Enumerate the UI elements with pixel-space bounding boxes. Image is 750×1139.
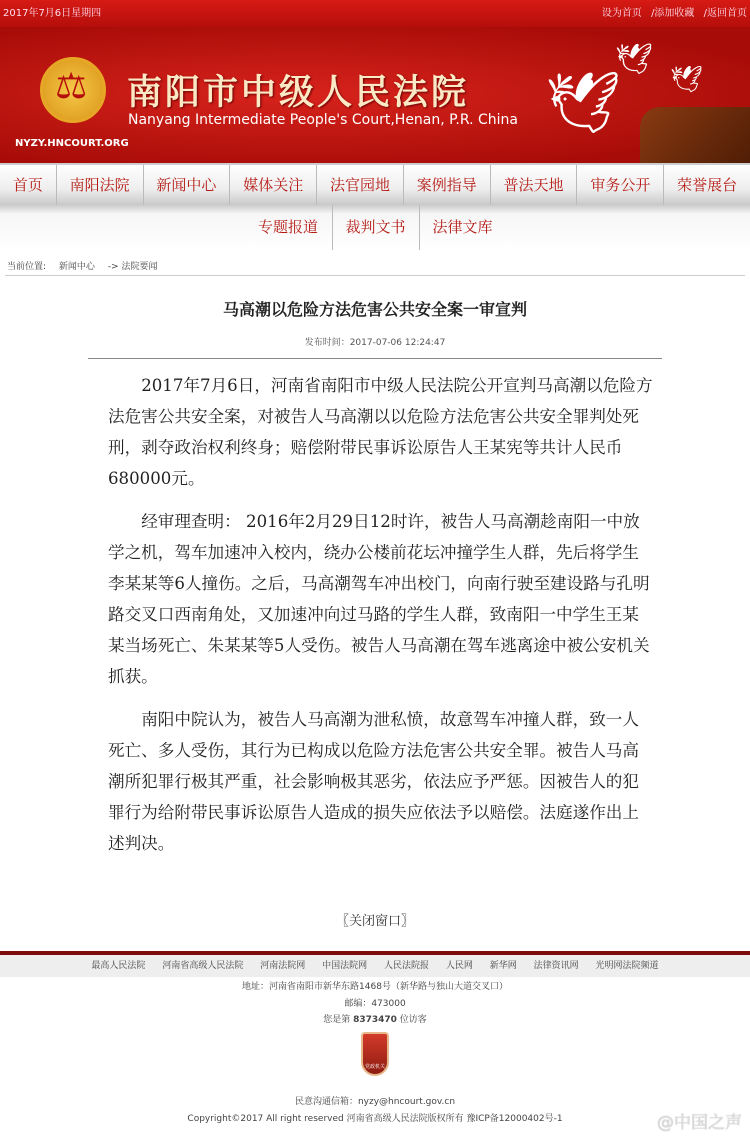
- footer-links: [0, 955, 750, 977]
- court-name-english: Nanyang Intermediate People's Court,Henan, P.R. China: [128, 112, 518, 128]
- visitor-suffix: 位访客: [396, 1015, 427, 1025]
- footer-link[interactable]: 最高人民法院: [91, 961, 146, 971]
- court-name: 南阳市中级人民法院: [127, 73, 470, 113]
- site-url: NYZY.HNCOURT.ORG: [15, 138, 129, 149]
- breadcrumb-news-center[interactable]: 新闻中心: [58, 262, 95, 272]
- visitor-count: 8373470: [353, 1015, 397, 1025]
- article-title: 马高潮以危险方法危害公共安全案一审宣判: [222, 300, 527, 319]
- nav-special-reports[interactable]: 专题报道: [257, 218, 318, 236]
- nav-honors[interactable]: 荣誉展台: [663, 165, 750, 205]
- badge-label: 党政机关: [364, 1064, 385, 1070]
- nav-media[interactable]: 媒体关注: [229, 165, 316, 205]
- top-bar: [0, 0, 750, 27]
- breadcrumb-court-news[interactable]: -> 法院要闻: [107, 262, 158, 272]
- gavel-icon: [640, 107, 750, 163]
- footer-postcode: 邮编：473000: [344, 999, 406, 1009]
- nav-trial-public[interactable]: 审务公开: [576, 165, 663, 205]
- paragraph: 经审理查明： 2016年2月29日12时许，被告人马高潮趁南阳一中放学之机，驾车加速冲入校内，绕办公楼前花坛冲撞学生人群，先后将学生李某某等6人撞伤。之后，马高潮驾车冲出校门，向南行驶至建设路与孔明路交叉口西南角处，又加速冲向过马路的学生人群，致南阳一中学生王某某当场死亡、朱某某等5人受伤。被告人马高潮在驾车逃离途中被公安机关抓获。: [108, 512, 650, 686]
- footer-link[interactable]: 人民网: [445, 961, 473, 971]
- back-home-link[interactable]: /返回首页: [703, 8, 747, 19]
- footer-link[interactable]: 光明网法院频道: [595, 961, 659, 971]
- footer-link[interactable]: 河南法院网: [260, 961, 306, 971]
- visitor-counter: [0, 1012, 750, 1025]
- dove-icon: 🕊: [670, 65, 704, 95]
- nav-news-center[interactable]: 新闻中心: [143, 165, 230, 205]
- footer-link[interactable]: 人民法院报: [383, 961, 429, 971]
- court-emblem-icon: [40, 57, 106, 123]
- set-homepage-link[interactable]: 设为首页: [601, 8, 642, 19]
- footer-link[interactable]: 中国法院网: [322, 961, 368, 971]
- add-favorite-link[interactable]: /添加收藏: [651, 8, 695, 19]
- date-text: 2017年7月6日星期四: [3, 8, 102, 19]
- visitor-prefix: 您是第: [323, 1015, 354, 1025]
- footer-link[interactable]: 新华网: [489, 961, 517, 971]
- paragraph: 2017年7月6日，河南省南阳市中级人民法院公开宣判马高潮以危险方法危害公共安全案，对被告人马高潮以以危险方法危害公共安全罪判处死刑，剥夺政治权利终身；赔偿附带民事诉讼原告人王某宪等共计人民币680000元。: [108, 376, 653, 488]
- footer-link[interactable]: 法律资讯网: [533, 961, 579, 971]
- nav-judgments[interactable]: 裁判文书: [332, 205, 419, 250]
- divider: [5, 275, 745, 276]
- nav-judges[interactable]: 法官园地: [316, 165, 403, 205]
- footer-email: 民意沟通信箱：nyzy@hncourt.gov.cn: [294, 1097, 456, 1107]
- article-body: [108, 370, 653, 871]
- sub-nav: [0, 205, 750, 250]
- nav-law-library[interactable]: 法律文库: [419, 205, 506, 250]
- paragraph: 南阳中院认为，被告人马高潮为泄私愤，故意驾车冲撞人群，致一人死亡、多人受伤，其行为已构成以危险方法危害公共安全罪。被告人马高潮所犯罪行极其严重，社会影响极其恶劣，依法应予严惩。因被告人的犯罪行为给附带民事诉讼原告人造成的损失应依法予以赔偿。法庭遂作出上述判决。: [108, 710, 639, 853]
- publish-time: 发布时间：2017-07-06 12:24:47: [304, 338, 446, 348]
- close-window-button[interactable]: 〖关闭窗口〗: [335, 914, 414, 929]
- dove-icon: 🕊: [615, 42, 654, 77]
- dove-icon: 🕊: [545, 68, 622, 138]
- nav-law-education[interactable]: 普法天地: [490, 165, 577, 205]
- footer-copyright: Copyright©2017 All right reserved 河南省高级人民法院版权所有 豫ICP备12000402号-1: [187, 1114, 563, 1124]
- header-banner: [0, 27, 750, 163]
- weibo-watermark: @中国之声: [657, 1113, 742, 1133]
- nav-nanyang-court[interactable]: 南阳法院: [56, 165, 143, 205]
- footer-address: 地址：河南省南阳市新华东路1468号（新华路与独山大道交叉口）: [242, 982, 508, 992]
- nav-cases[interactable]: 案例指导: [403, 165, 490, 205]
- footer-link[interactable]: 河南省高级人民法院: [162, 961, 244, 971]
- divider: [88, 358, 662, 359]
- breadcrumb: [7, 259, 167, 272]
- government-badge-icon[interactable]: [361, 1032, 389, 1076]
- nav-home[interactable]: 首页: [12, 176, 43, 194]
- main-nav: [0, 163, 750, 205]
- breadcrumb-label: 当前位置:: [7, 262, 47, 272]
